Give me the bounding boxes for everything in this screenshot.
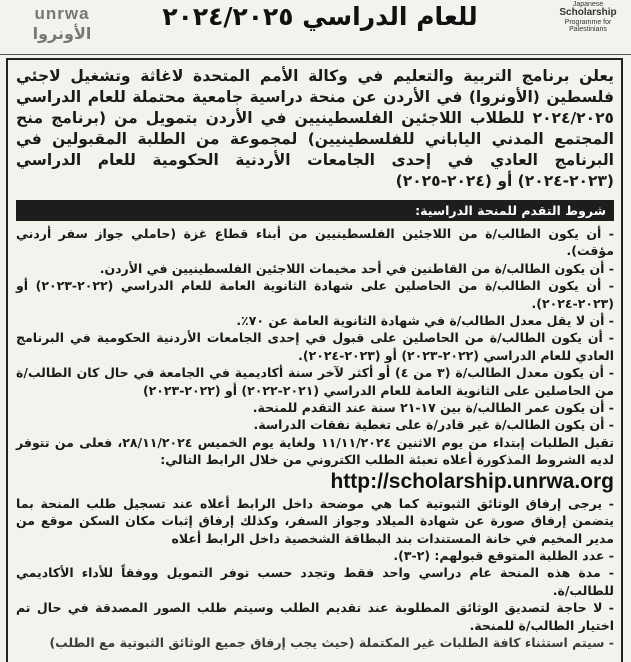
note-item: - يرجى إرفاق الوثائق الثبوتية كما هي موضحة داخل الرابط أعلاه عند تسجيل طلب المنحة بما يتضمن إرفاق صورة عن شهادة الميلاد وجواز السفر، وكذلك إرفاق إثبات مكان السكن موقع من مدير المخيم في خانة المستندات بند البطاقة الشخصية داخل الرابط أعلاه	[16, 495, 614, 546]
scholarship-url-link[interactable]: http://scholarship.unrwa.org	[330, 469, 614, 493]
application-period-text: تقبل الطلبات إبتداء من يوم الاثنين ١١/١١/٢٠٢٤ ولغاية يوم الخميس ٢٨/١١/٢٠٢٤، فعلى من تتوفر لديه الشروط المذكورة أعلاه تعبئة الطلب الكتروني من خلال الرابط التالي:	[16, 434, 614, 468]
logo-line-japanese: Japanese	[572, 1, 604, 8]
note-item: - عدد الطلبة المتوقع قبولهم: (٢-٣).	[393, 547, 614, 563]
condition-item: - أن يكون عمر الطالب/ة بين ١٧-٢١ سنة عند التقدم للمنحة.	[252, 400, 614, 416]
announcement-title: للعام الدراسي ٢٠٢٤/٢٠٢٥	[162, 2, 478, 31]
logo-line-programme: Programme for	[564, 18, 612, 26]
note-item: - لا حاجة لتصديق الوثائق المطلوبة عند تقديم الطلب وسيتم طلب الصور المصدقة في حال تم اختيار الطالب/ة للمنحة.	[16, 600, 614, 633]
conditions-header: شروط التقدم للمنحة الدراسية:	[16, 200, 614, 221]
japanese-scholarship-logo	[546, 1, 630, 34]
unrwa-logo	[14, 4, 110, 43]
header-divider	[0, 54, 631, 55]
unrwa-logo-ar: الأونروا	[32, 24, 92, 43]
condition-item: - أن لا يقل معدل الطالب/ة في شهادة الثانوية العامة عن ٧٠٪.	[236, 313, 614, 329]
header	[0, 0, 631, 50]
note-item: - مدة هذه المنحة عام دراسي واحد فقط وتجدد حسب توفر التمويل ووفقاً للأداء الأكاديمي للطالب/ة.	[16, 565, 614, 598]
condition-item: - أن يكون الطالب/ة من الحاصلين على شهادة الثانوية العامة للعام الدراسي (٢٠٢٢-٢٠٢٣) أو (٢٠٢٣-٢٠٢٤).	[16, 278, 614, 311]
logo-line-palestinians: Palestinians	[569, 26, 607, 34]
intro-paragraph: يعلن برنامج التربية والتعليم في وكالة الأمم المتحدة لاغاثة وتشغيل لاجئي فلسطين (الأونروا) في الأردن عن منحة دراسية جامعية محتملة للعام الدراسي ٢٠٢٤/٢٠٢٥ للطلاب اللاجئين الفلسطينيين في الأردن بتمويل من (برنامج منح المجتمع المدني الياباني للفلسطينيين) لمجموعة من الطلبة المقبولين في البرنامج العادي في إحدى الجامعات الأردنية الحكومية للعام الدراسي (٢٠٢٣-٢٠٢٤) أو (٢٠٢٤-٢٠٢٥)	[16, 67, 614, 190]
condition-item: - أن يكون الطالب/ة غير قادر/ة على تغطية نفقات الدراسة.	[253, 417, 614, 433]
conditions-list	[16, 225, 614, 651]
condition-item: - أن يكون الطالب/ة من القاطنين في أحد مخيمات اللاجئين الفلسطينيين في الأردن.	[99, 260, 614, 276]
note-item: - سيتم استثناء كافة الطلبات غير المكتملة (حيث يجب إرفاق جميع الوثائق الثبوتية مع الطلب)	[49, 634, 614, 650]
condition-item: - أن يكون الطالب/ة من اللاجئين الفلسطينيين من أبناء قطاع غزة (حاملي جواز سفر أردني مؤقت).	[16, 226, 614, 259]
unrwa-logo-en: unrwa	[34, 4, 90, 23]
condition-item: - أن يكون الطالب/ة من الحاصلين على قبول في إحدى الجامعات الأردنية الحكومية في البرنامج العادي للعام الدراسي (٢٠٢٢-٢٠٢٣) أو (٢٠٢٣-٢٠٢٤).	[16, 330, 614, 363]
announcement-body	[16, 66, 614, 651]
condition-item: - أن يكون معدل الطالب/ة (٣ من ٤) أو أكثر لآخر سنة أكاديمية في الجامعة في حال كان الطالب/ة من الحاصلين على الثانوية العامة للعام الدراسي (٢٠٢١-٢٠٢٢) أو (٢٠٢٢-٢٠٢٣)	[16, 365, 614, 398]
logo-line-scholarship: Scholarship	[559, 7, 617, 19]
